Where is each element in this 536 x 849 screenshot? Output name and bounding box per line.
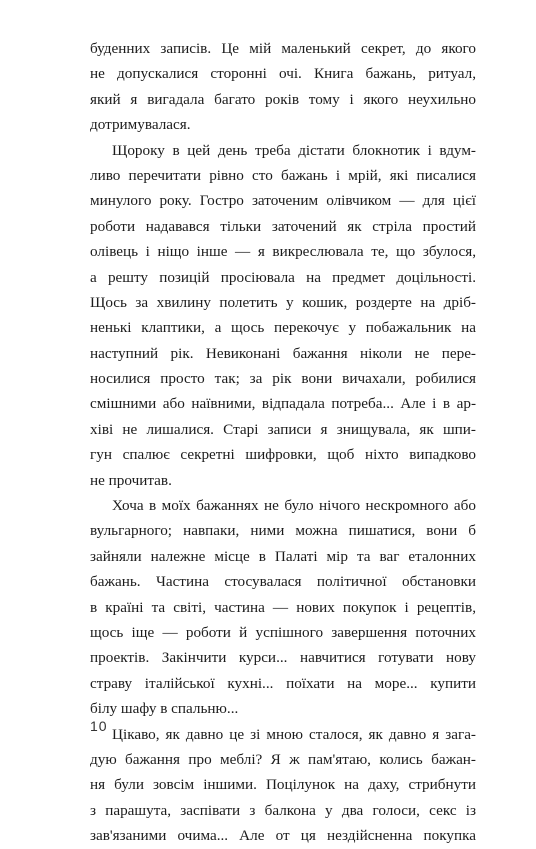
text-line: Цікаво, як давно це зі мною сталося, як давно я зага- <box>112 725 476 743</box>
text-line: зайняли належне місце в Палаті мір та ваг еталонних <box>90 547 476 565</box>
text-line: не допускалися сторонні очі. Книга бажань, ритуал, <box>90 65 476 83</box>
text-line: проектів. Закінчити курси... навчитися готувати нову <box>90 649 476 667</box>
text-line: зав'язаними очима... Але от ця нездійсненна покупка <box>90 827 476 845</box>
text-line: ливо перечитати рівно сто бажань і мрій, які писалися <box>90 166 476 184</box>
text-line: роботи надавався тільки заточений як стріла простий <box>90 217 476 235</box>
text-line: в країні та світі, частина — нових покупок і рецептів, <box>90 598 476 616</box>
text-line: наступний рік. Невиконані бажання ніколи не пере- <box>90 344 476 362</box>
text-line: а решту позицій просіювала на предмет доцільності. <box>90 268 476 286</box>
page-number: 10 <box>90 718 108 734</box>
text-line: дотримувалася. <box>90 116 191 134</box>
text-line: буденних записів. Це мій маленький секрет, до якого <box>90 40 476 57</box>
text-line: який я вигадала багато років тому і якого неухильно <box>90 90 476 108</box>
text-line: вульгарного; навпаки, ними можна пишатися, вони б <box>90 522 476 540</box>
text-line: минулого року. Гостро заточеним олівчиком — для цієї <box>90 192 476 210</box>
text-line: дую бажання про меблі? Я ж пам'ятаю, колись бажан- <box>90 750 476 768</box>
text-line: хіві не лишалися. Старі записи я знищувала, як шпи- <box>90 420 476 438</box>
text-line: білу шафу в спальню... <box>90 700 239 718</box>
text-line: щось іще — роботи й успішного завершення поточних <box>90 623 476 641</box>
text-line: гун спалює секретні шифровки, щоб ніхто випадково <box>90 446 476 464</box>
text-line: носилися просто так; за рік вони вичахали, робилися <box>90 370 476 388</box>
text-line: смішними або наївними, відпадала потреба... Але і в ар- <box>90 395 476 413</box>
text-line: з парашута, заспівати з балкона у два голоси, секс із <box>90 801 476 819</box>
text-line: бажань. Частина стосувалася політичної обстановки <box>90 573 476 591</box>
text-line: Щось за хвилину полетить у кошик, роздерте на дріб- <box>90 293 476 311</box>
body-text <box>90 36 476 849</box>
text-line: не прочитав. <box>90 471 172 489</box>
text-line: ня були зовсім іншими. Поцілунок на даху, стрибнути <box>90 776 476 794</box>
text-line: Щороку в цей день треба дістати блокнотик і вдум- <box>112 141 476 159</box>
text-line: ненькі клаптики, а щось перекочує у побажальник на <box>90 319 476 337</box>
text-line: Хоча в моїх бажаннях не було нічого нескромного або <box>112 497 476 515</box>
text-line: олівець і ніщо інше — я викреслювала те, що збулося, <box>90 243 476 261</box>
text-line: страву італійської кухні... поїхати на море... купити <box>90 674 476 692</box>
